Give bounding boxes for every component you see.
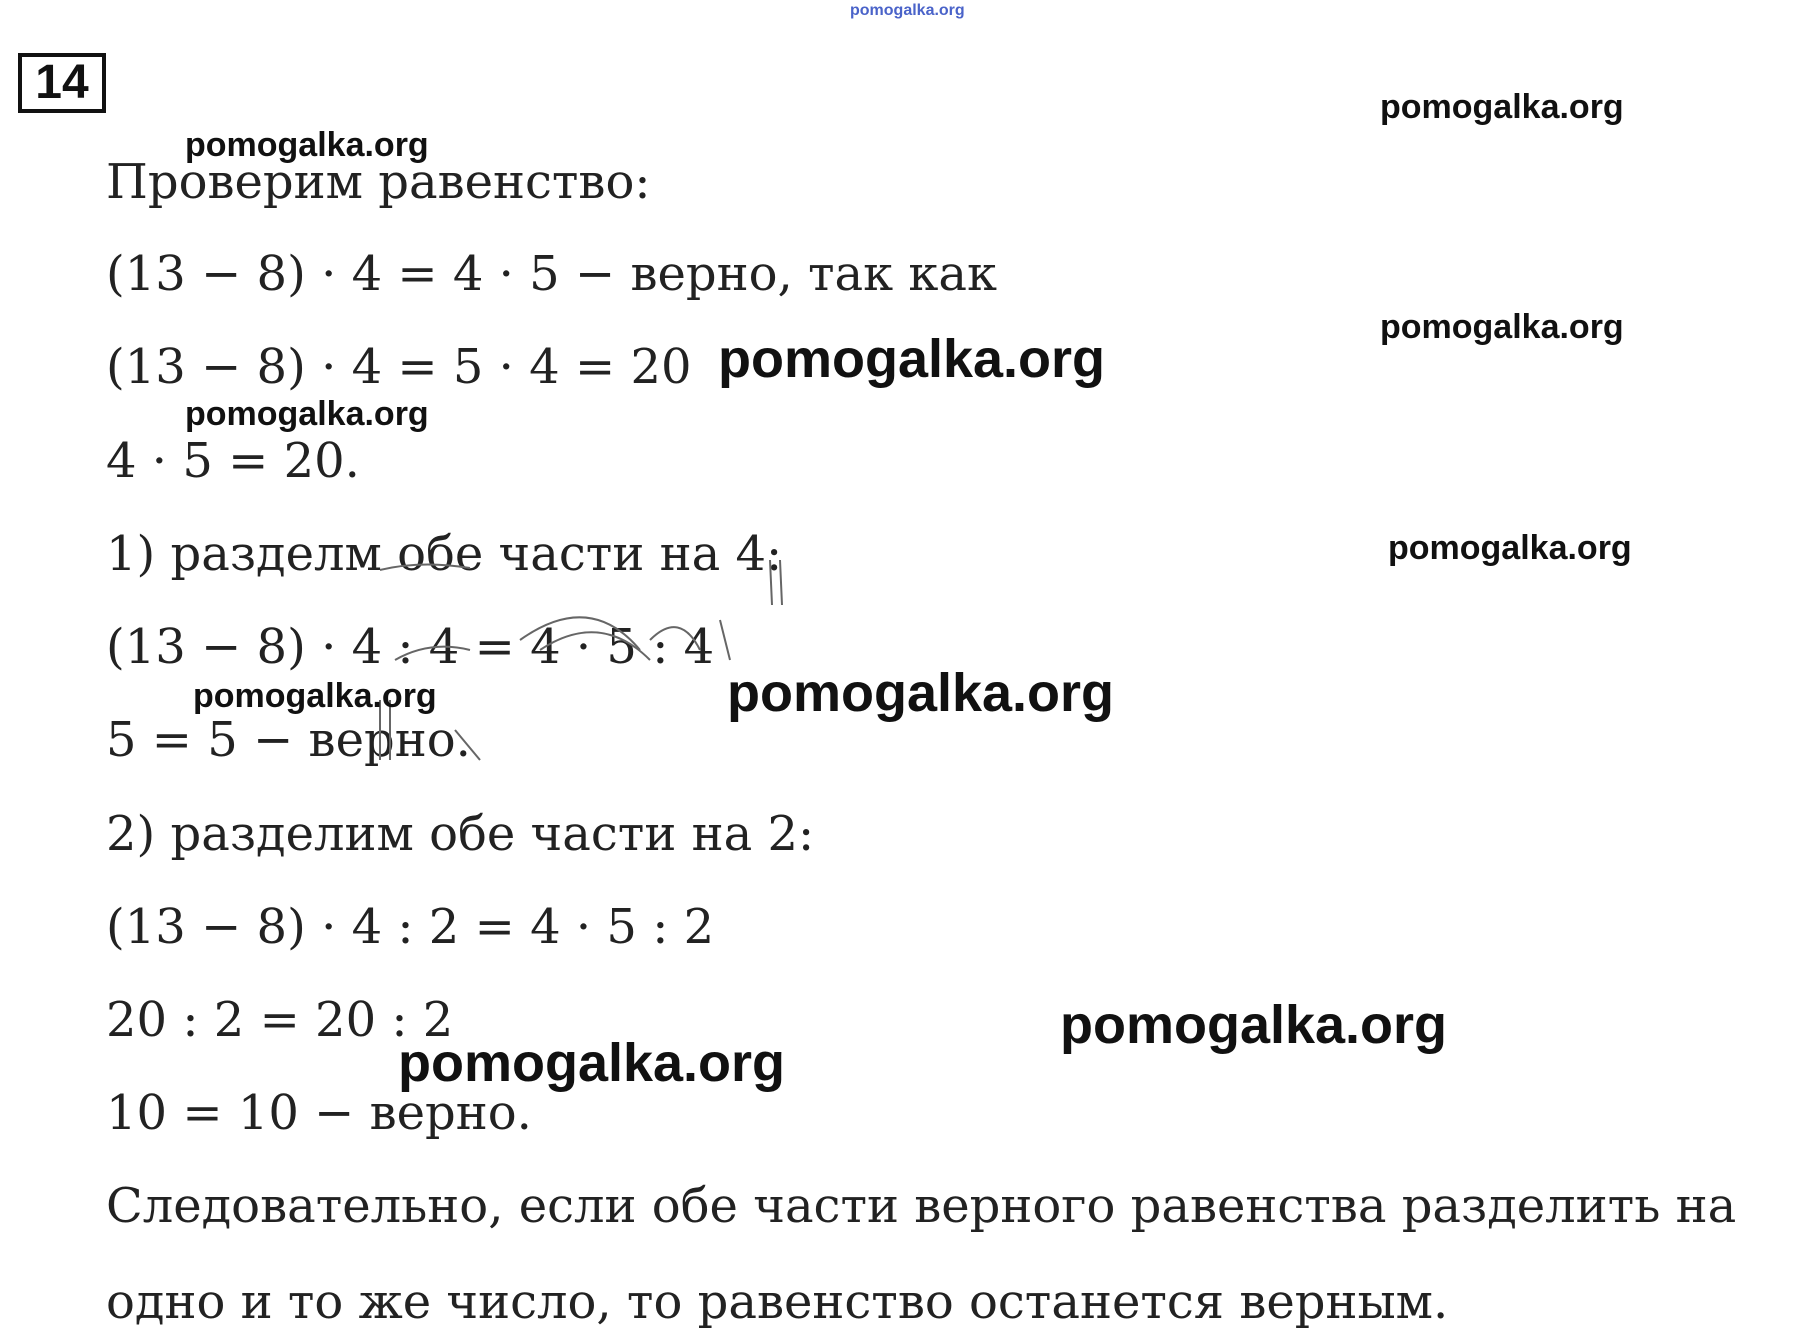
solution-line-2: (13 − 8) · 4 = 4 · 5 − верно, так как — [106, 246, 998, 302]
solution-line-3: (13 − 8) · 4 = 5 · 4 = 20 — [106, 339, 692, 395]
solution-line-11: 10 = 10 − верно. — [106, 1085, 532, 1141]
watermark-2: pomogalka.org — [185, 126, 429, 164]
solution-line-13: одно и то же число, то равенство останется верным. — [106, 1274, 1449, 1330]
solution-line-12: Следовательно, если обе части верного равенства разделить на — [106, 1178, 1737, 1234]
watermark-10: pomogalka.org — [398, 1033, 786, 1093]
solution-line-6: (13 − 8) · 4 : 4 = 4 · 5 : 4 — [106, 619, 715, 675]
task-number-box: 14 — [18, 53, 106, 113]
watermark-6: pomogalka.org — [1388, 529, 1632, 567]
solution-line-9: (13 − 8) · 4 : 2 = 4 · 5 : 2 — [106, 899, 715, 955]
watermark-7: pomogalka.org — [193, 677, 437, 715]
watermark-8: pomogalka.org — [727, 663, 1115, 723]
watermark-1: pomogalka.org — [1380, 88, 1624, 126]
solution-line-7: 5 = 5 − верно. — [106, 712, 471, 768]
watermark-top-small: pomogalka.org — [850, 2, 965, 19]
solution-line-4: 4 · 5 = 20. — [106, 433, 360, 489]
watermark-9: pomogalka.org — [1060, 995, 1448, 1055]
solution-line-10: 20 : 2 = 20 : 2 — [106, 992, 454, 1048]
watermark-3: pomogalka.org — [1380, 308, 1624, 346]
solution-line-5: 1) разделм обе части на 4: — [106, 526, 783, 582]
solution-line-8: 2) разделим обе части на 2: — [106, 806, 815, 862]
solution-line-1: Проверим равенство: — [106, 154, 651, 210]
watermark-5: pomogalka.org — [185, 395, 429, 433]
watermark-4: pomogalka.org — [718, 329, 1106, 389]
